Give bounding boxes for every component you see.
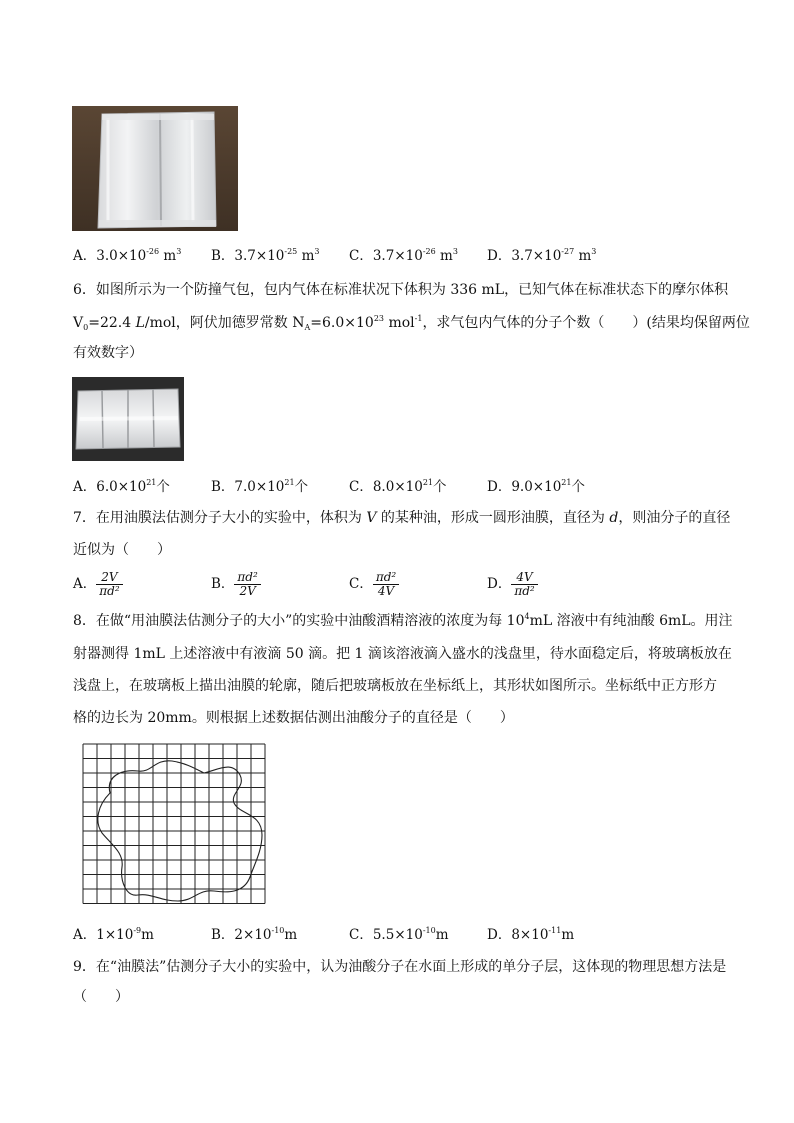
- q6-stem-line-2: $V_0=22.4$ L/mol，阿伏加德罗常数 $N_A=6.0\times 10^{23}$ mol$^{-1}$，求气包内气体的分子个数（ ）(结果均保留两位: [73, 314, 750, 332]
- q8-option-a[interactable]: A．$1\times 10^{-9}m$: [73, 926, 154, 943]
- q6-option-c[interactable]: C．$8.0\times 10^{21}$个: [349, 478, 447, 495]
- q9-stem-line-1: 9．在“油膜法”估测分子大小的实验中，认为油酸分子在水面上形成的单分子层，这体现的物理思想方法是: [73, 959, 727, 975]
- q8-stem-line-4: 格的边长为 20mm。则根据上述数据估测出油酸分子的直径是（ ）: [73, 710, 514, 726]
- q9-stem-line-2: （ ）: [73, 989, 129, 1005]
- q7-stem-line-1: 7．在用油膜法估测分子大小的实验中，体积为 V 的某种油，形成一圆形油膜，直径为 d，则油分子的直径: [73, 510, 731, 526]
- q7-option-a[interactable]: A． $\frac{2V}{\text{πd²}}$: [73, 569, 123, 599]
- q8-option-c[interactable]: C．$5.5\times 10^{-10}m$: [349, 926, 449, 943]
- q6-option-a[interactable]: A．$6.0\times 10^{21}$个: [73, 478, 170, 495]
- q5-option-b[interactable]: B．$3.7\times 10^{-25}$ $m^3$: [211, 247, 320, 264]
- grid-svg: [82, 743, 268, 907]
- q5-option-c[interactable]: C．$3.7\times 10^{-26}$ $m^3$: [349, 247, 458, 264]
- q8-option-b[interactable]: B．$2\times 10^{-10}m$: [211, 926, 298, 943]
- q6-option-b[interactable]: B．$7.0\times 10^{21}$个: [211, 478, 309, 495]
- air-bag-photo-large: [72, 106, 238, 231]
- q7-option-b[interactable]: B． $\frac{\text{πd²}}{2V}$: [211, 569, 261, 599]
- q8-option-d[interactable]: D．$8\times 10^{-11}m$: [487, 926, 575, 943]
- oil-film-grid-figure: [82, 743, 268, 907]
- q8-stem-line-2: 射器测得 1mL 上述溶液中有液滴 50 滴。把 1 滴该溶液滴入盛水的浅盘里，待水面稳定后，将玻璃板放在: [73, 646, 732, 662]
- q8-stem-line-3: 浅盘上，在玻璃板上描出油膜的轮廓，随后把玻璃板放在坐标纸上，其形状如图所示。坐标纸中正方形方: [73, 678, 717, 694]
- q7-option-c[interactable]: C． $\frac{\text{πd²}}{4V}$: [349, 569, 399, 599]
- q6-option-d[interactable]: D．$9.0\times 10^{21}$个: [487, 478, 585, 495]
- q7-stem-line-2: 近似为（ ）: [73, 542, 171, 558]
- q6-stem-line-1: 6．如图所示为一个防撞气包，包内气体在标准状况下体积为 336 mL，已知气体在标准状态下的摩尔体积: [73, 282, 729, 298]
- q5-option-a[interactable]: A．$3.0\times 10^{-26}$ $m^3$: [73, 247, 182, 264]
- q7-option-d[interactable]: D． $\frac{4V}{\text{πd²}}$: [487, 569, 538, 599]
- q8-stem-line-1: 8．在做“用油膜法估测分子的大小”的实验中油酸酒精溶液的浓度为每 $10^4mL$ 溶液中有纯油酸 6mL。用注: [73, 612, 733, 629]
- q6-stem-line-3: 有效数字）: [73, 345, 143, 361]
- air-bag-photo-small: [72, 377, 184, 461]
- q5-option-d[interactable]: D．$3.7\times 10^{-27}$ $m^3$: [487, 247, 597, 264]
- grid-lines: [83, 744, 265, 904]
